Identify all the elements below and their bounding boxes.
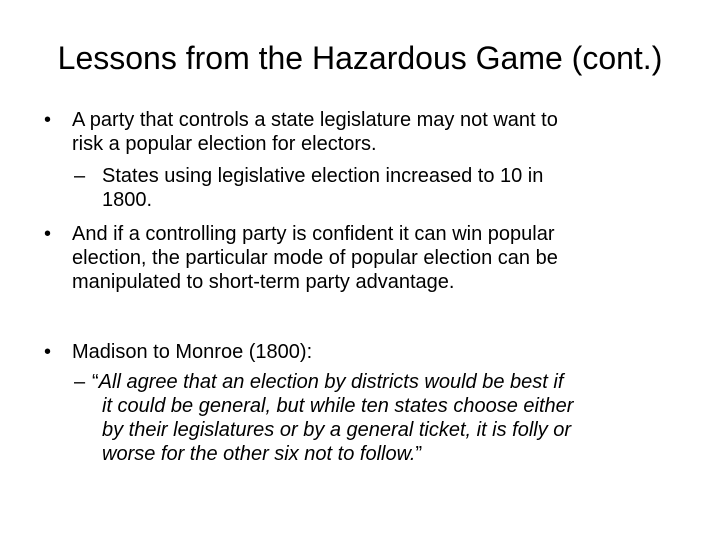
bullet-point-1 [72,108,558,156]
bullet-point-2 [72,222,558,294]
sub-bullet-marker: – [74,165,86,187]
quote-text-line-2: it could be general, but while ten states choose either [102,395,574,417]
bullet-point-2-line-3: manipulated to short-term party advantage. [72,271,455,293]
bullet-point-3 [72,340,312,364]
quote-line-4 [92,442,573,466]
bullet-point-3-line-1: Madison to Monroe (1800): [72,341,313,363]
quote-text-line-1: All agree that an election by districts would be best if [98,371,564,393]
bullet-point-1-line-2: risk a popular election for electors. [72,133,377,155]
sub-bullet-marker: – [74,371,86,393]
quote-line-1 [92,370,573,394]
bullet-point-1-line-1: A party that controls a state legislature may not want to [72,109,558,131]
sub-point-1-line-2: 1800. [102,189,153,211]
sub-point-1 [102,164,543,212]
bullet-point-2-line-2: election, the particular mode of popular election can be [72,247,558,269]
slide-title: Lessons from the Hazardous Game (cont.) [57,40,663,76]
sub-point-1-line-1: States using legislative election increased to 10 in [102,165,544,187]
bullet-marker: • [44,109,52,131]
bullet-marker: • [44,341,52,363]
quote-block [92,370,573,466]
close-quote: ” [415,443,423,465]
open-quote: “ [92,371,99,393]
quote-text-line-4: worse for the other six not to follow. [102,443,416,465]
bullet-marker: • [44,223,52,245]
bullet-point-2-line-1: And if a controlling party is confident it can win popular [72,223,555,245]
quote-text-line-3: by their legislatures or by a general ticket, it is folly or [102,419,572,441]
